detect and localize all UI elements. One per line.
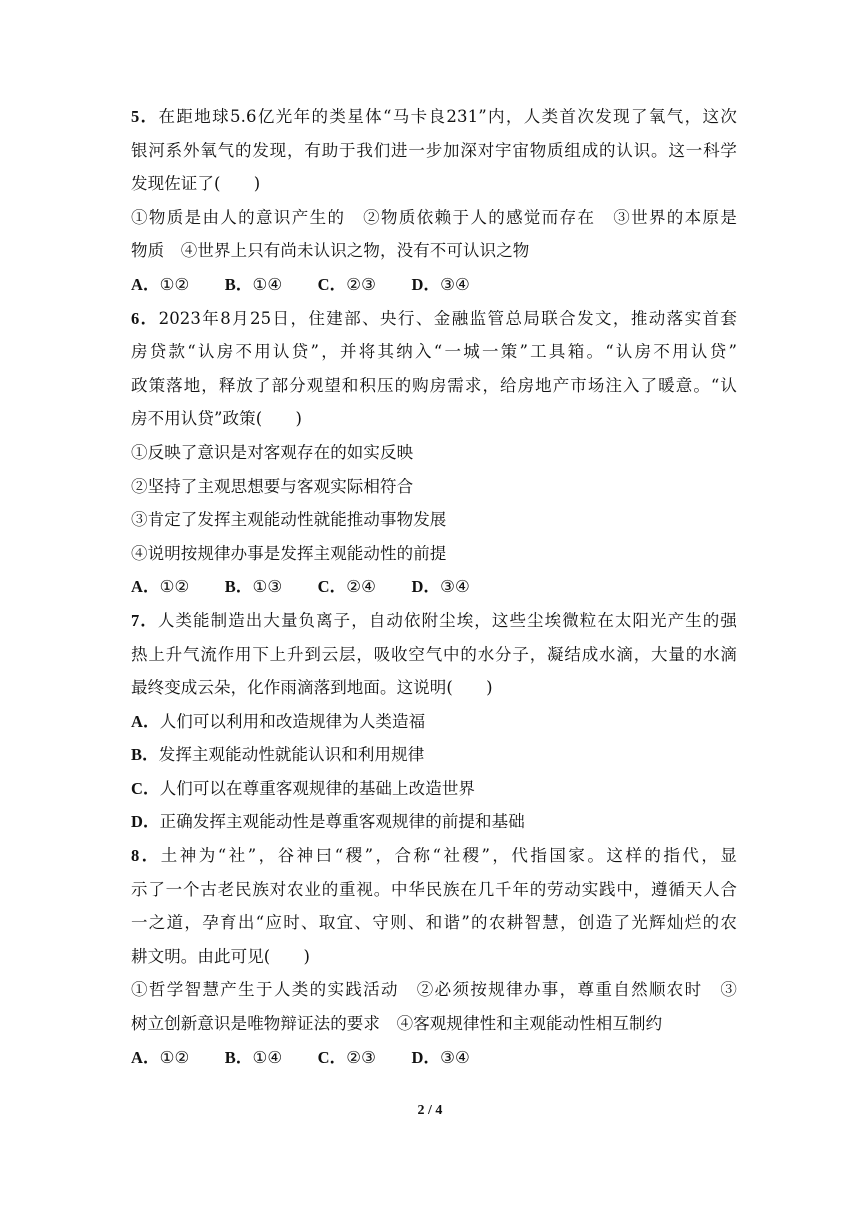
question-stem-line: 房贷款“认房不用认贷”，并将其纳入“一城一策”工具箱。“认房不用认贷” [131,342,737,362]
option-b[interactable]: B．①③ [224,577,283,597]
statement-line: 物质 ④世界上只有尚未认识之物，没有不可认识之物 [131,241,530,261]
option-d[interactable]: D．正确发挥主观能动性是尊重客观规律的前提和基础 [131,812,525,832]
statement-line: 树立创新意识是唯物辩证法的要求 ④客观规律性和主观能动性相互制约 [131,1014,663,1034]
page-number: 2 / 4 [417,1103,443,1118]
answer-options [131,1041,737,1075]
question-stem-line: 最终变成云朵，化作雨滴落到地面。这说明( ) [131,678,493,698]
option-c[interactable]: C．②④ [317,577,377,597]
exam-page [131,100,737,1074]
option-c[interactable]: C．②③ [317,1047,377,1067]
question-stem-line: 5．在距地球5.6亿光年的类星体“马卡良231”内，人类首次发现了氧气，这次 [131,107,737,126]
option-d[interactable]: D．③④ [411,1047,470,1067]
option-b[interactable]: B．①④ [224,274,283,294]
question-number: 5． [131,107,159,126]
question-5 [131,100,737,302]
option-c[interactable]: C．人们可以在尊重客观规律的基础上改造世界 [131,778,476,798]
question-number: 7． [131,610,158,630]
question-stem-line: 发现佐证了( ) [131,174,261,194]
statement-line: ①哲学智慧产生于人类的实践活动 ②必须按规律办事，尊重自然顺农时 ③ [131,980,737,1000]
question-7 [131,604,737,839]
statement-line: ④说明按规律办事是发挥主观能动性的前提 [131,543,447,563]
option-a[interactable]: A．人们可以利用和改造规律为人类造福 [131,711,426,731]
question-number: 6． [131,308,159,328]
question-stem-line: 示了一个古老民族对农业的重视。中华民族在几千年的劳动实践中，遵循天人合 [131,879,737,899]
question-stem-line: 热上升气流作用下上升到云层，吸收空气中的水分子，凝结成水滴，大量的水滴 [131,644,737,664]
question-stem-line: 7．人类能制造出大量负离子，自动依附尘埃，这些尘埃微粒在太阳光产生的强 [131,610,737,630]
option-b[interactable]: B．发挥主观能动性就能认识和利用规律 [131,745,425,765]
question-stem-line: 8．土神为“社”，谷神曰“稷”，合称“社稷”，代指国家。这样的指代，显 [131,846,738,866]
statement-line: ②坚持了主观思想要与客观实际相符合 [131,476,414,496]
question-stem-line: 政策落地，释放了部分观望和积压的购房需求，给房地产市场注入了暖意。“认 [131,375,737,395]
question-stem-line: 银河系外氧气的发现，有助于我们进一步加深对宇宙物质组成的认识。这一科学 [131,140,737,160]
question-8 [131,839,737,1074]
question-number: 8． [131,846,161,866]
statement-line: ①反映了意识是对客观存在的如实反映 [131,442,414,462]
question-stem-line: 6．2023年8月25日，住建部、央行、金融监管总局联合发文，推动落实首套 [131,308,738,328]
statement-line: ①物质是由人的意识产生的 ②物质依赖于人的感觉而存在 ③世界的本原是 [131,207,737,227]
question-6 [131,302,737,604]
option-d[interactable]: D．③④ [411,577,470,597]
option-a[interactable]: A．①② [131,577,190,597]
question-stem-line: 房不用认贷”政策( ) [131,409,303,429]
answer-options [131,570,737,604]
statement-line: ③肯定了发挥主观能动性就能推动事物发展 [131,510,447,530]
question-stem-line: 一之道，孕育出“应时、取宜、守则、和谐”的农耕智慧，创造了光辉灿烂的农 [131,913,737,933]
option-a[interactable]: A．①② [131,1047,190,1067]
question-stem-line: 耕文明。由此可见( ) [131,946,311,966]
answer-options [131,268,737,302]
option-c[interactable]: C．②③ [317,274,377,294]
option-b[interactable]: B．①④ [224,1047,283,1067]
option-a[interactable]: A．①② [131,274,190,294]
option-d[interactable]: D．③④ [411,274,470,294]
